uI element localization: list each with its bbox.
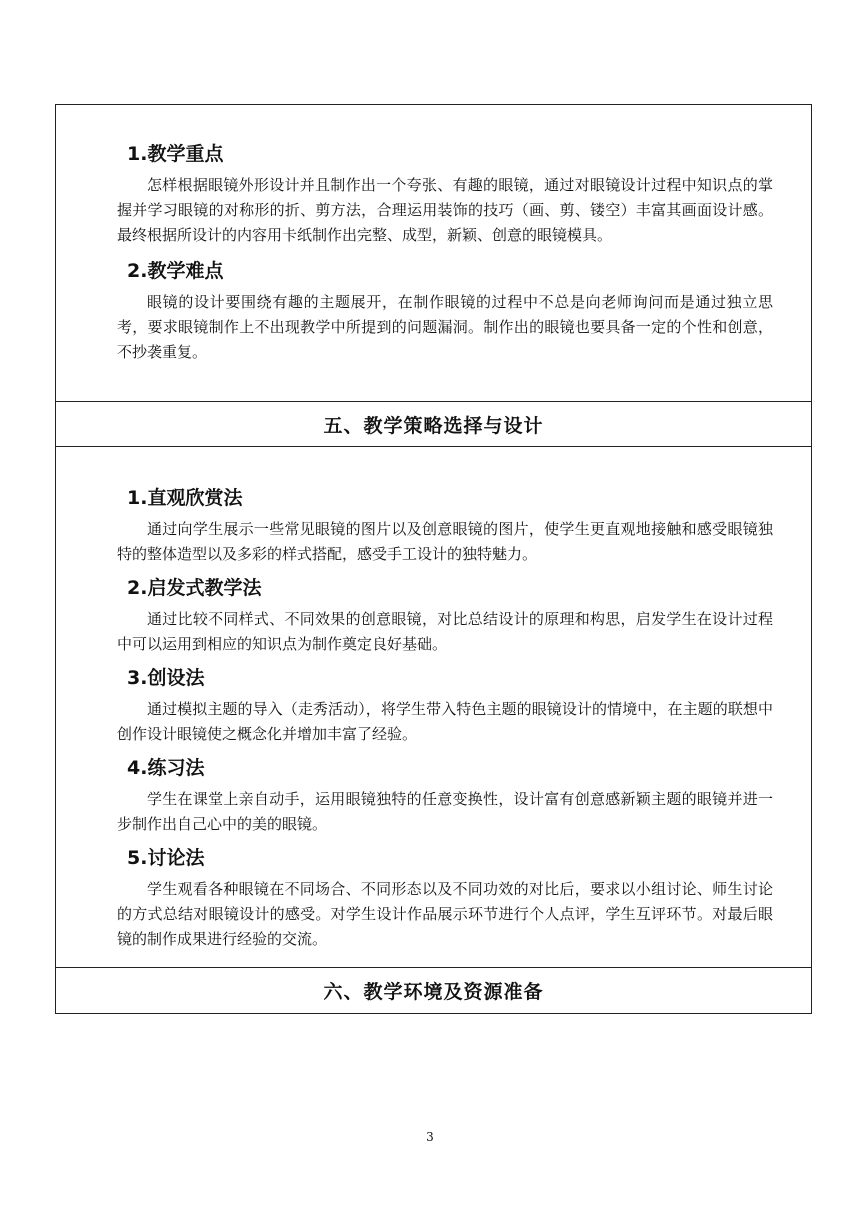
teaching-focus-cell: [56, 105, 811, 402]
item-heading-creation: 3.创设法: [127, 667, 205, 689]
item-body-practice: 学生在课堂上亲自动手，运用眼镜独特的任意变换性，设计富有创意感新颖主题的眼镜并进一步制作出自己心中的美的眼镜。: [117, 790, 773, 833]
section-header-environment: [56, 968, 811, 1013]
item-body-discussion: 学生观看各种眼镜在不同场合、不同形态以及不同功效的对比后，要求以小组讨论、师生讨论的方式总结对眼镜设计的感受。对学生设计作品展示环节进行个人点评，学生互评环节。对最后眼镜的制作成果进行经验的交流。: [117, 880, 773, 948]
item-body-appreciation: 通过向学生展示一些常见眼镜的图片以及创意眼镜的图片，使学生更直观地接触和感受眼镜独特的整体造型以及多彩的样式搭配，感受手工设计的独特魅力。: [117, 520, 773, 563]
section-header-strategy: [56, 402, 811, 447]
item-heading-heuristic: 2.启发式教学法: [127, 577, 262, 599]
item-heading-key-points: 1.教学重点: [127, 143, 224, 165]
item-body-heuristic: 通过比较不同样式、不同效果的创意眼镜，对比总结设计的原理和构思，启发学生在设计过程中可以运用到相应的知识点为制作奠定良好基础。: [117, 610, 773, 653]
item-heading-appreciation: 1.直观欣赏法: [127, 487, 243, 509]
item-heading-discussion: 5.讨论法: [127, 847, 205, 869]
document-table: [55, 104, 812, 1014]
strategy-cell: [56, 447, 811, 968]
item-heading-difficulties: 2.教学难点: [127, 260, 224, 282]
item-body-creation: 通过模拟主题的导入（走秀活动），将学生带入特色主题的眼镜设计的情境中，在主题的联想中创作设计眼镜使之概念化并增加丰富了经验。: [117, 700, 773, 743]
item-body-key-points: 怎样根据眼镜外形设计并且制作出一个夸张、有趣的眼镜，通过对眼镜设计过程中知识点的掌握并学习眼镜的对称形的折、剪方法，合理运用装饰的技巧（画、剪、镂空）丰富其画面设计感。最终根据所设计的内容用卡纸制作出完整、成型，新颖、创意的眼镜模具。: [117, 176, 773, 244]
section-title-environment: 六、教学环境及资源准备: [323, 981, 544, 1003]
section-title-strategy: 五、教学策略选择与设计: [323, 414, 544, 437]
page-number: 3: [426, 1130, 434, 1144]
item-body-difficulties: 眼镜的设计要围绕有趣的主题展开，在制作眼镜的过程中不总是向老师询问而是通过独立思考，要求眼镜制作上不出现教学中所提到的问题漏洞。制作出的眼镜也要具备一定的个性和创意，不抄袭重复。: [117, 293, 773, 361]
item-heading-practice: 4.练习法: [127, 757, 205, 779]
